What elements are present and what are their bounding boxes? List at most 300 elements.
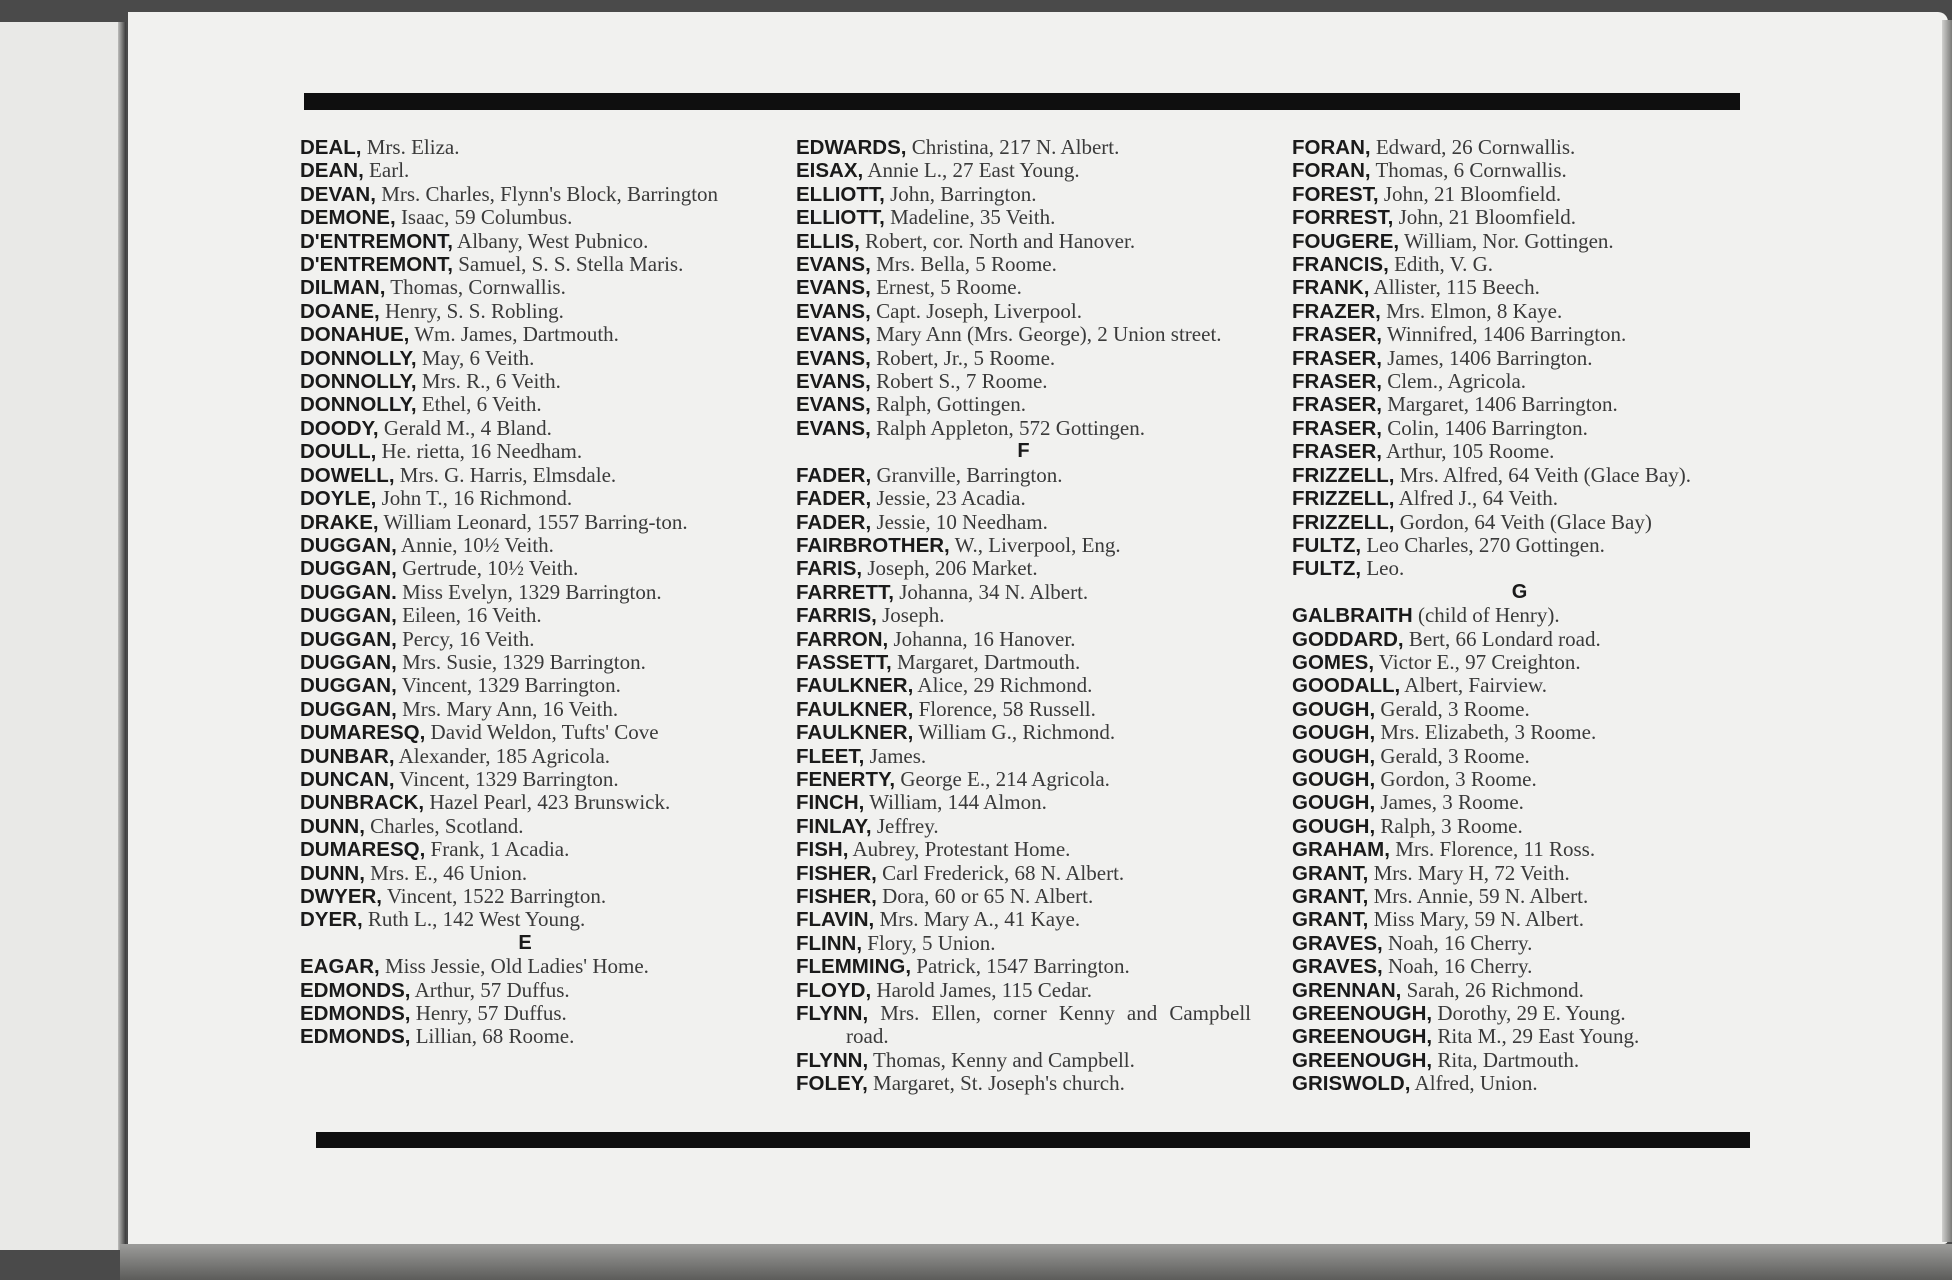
entry-surname: DUGGAN,: [300, 650, 397, 674]
entry-detail: Gerald, 3 Roome.: [1380, 743, 1530, 768]
directory-entry: [1292, 1072, 1747, 1095]
entry-surname: DOULL,: [300, 440, 377, 464]
bottom-rule: [316, 1132, 1750, 1148]
entry-detail: Jeffrey.: [876, 813, 939, 838]
directory-entry: [796, 932, 1251, 955]
entry-detail: Gerald, 3 Roome.: [1380, 696, 1530, 721]
entry-surname: DWYER,: [300, 885, 382, 908]
directory-entry: [796, 534, 1251, 557]
entry-detail: Victor E., 97 Creighton.: [1378, 649, 1581, 674]
entry-detail: Mrs. R., 6 Veith.: [421, 369, 561, 394]
directory-entry: [300, 253, 750, 276]
entry-detail: Noah, 16 Cherry.: [1388, 930, 1533, 955]
directory-entry: [796, 862, 1251, 885]
entry-surname: EVANS,: [796, 416, 871, 440]
entry-detail: Charles, Scotland.: [370, 813, 524, 838]
entry-detail: Miss Jessie, Old Ladies' Home.: [384, 954, 649, 979]
directory-entry: [1292, 464, 1747, 487]
directory-entry: [1292, 908, 1747, 931]
entry-surname: FRASER,: [1292, 393, 1382, 417]
entry-detail: Wm. James, Dartmouth.: [414, 322, 619, 347]
entry-surname: FRASER,: [1292, 440, 1382, 464]
entry-surname: D'ENTREMONT,: [300, 253, 453, 277]
entry-surname: FASSETT,: [796, 650, 892, 674]
directory-entry: [796, 908, 1251, 931]
entry-surname: GOUGH,: [1292, 721, 1376, 745]
entry-detail: Earl.: [369, 158, 410, 183]
directory-entry: [796, 628, 1251, 651]
entry-surname: FRAZER,: [1292, 299, 1381, 323]
directory-entry: [1292, 440, 1747, 463]
directory-entry: [796, 1002, 1251, 1049]
entry-detail: Mrs. Mary A., 41 Kaye.: [879, 907, 1081, 932]
entry-surname: DUGGAN,: [300, 627, 397, 651]
entry-surname: EVANS,: [796, 346, 871, 370]
entry-detail: Aubrey, Protestant Home.: [852, 837, 1071, 862]
directory-entry: [796, 604, 1251, 627]
entry-detail: Arthur, 57 Duffus.: [414, 977, 570, 1002]
entry-surname: DUNBAR,: [300, 744, 395, 768]
directory-entry: [1292, 1049, 1747, 1072]
entry-detail: Alfred J., 64 Veith.: [1398, 486, 1559, 511]
directory-entry: [796, 183, 1251, 206]
entry-detail: William G., Richmond.: [918, 720, 1116, 745]
facing-page: [0, 22, 126, 1250]
entry-surname: GRANT,: [1292, 885, 1369, 908]
directory-entry: [796, 721, 1251, 744]
entry-detail: Leo.: [1366, 556, 1405, 581]
entry-surname: FISH,: [796, 838, 849, 862]
entry-surname: FARIS,: [796, 557, 863, 581]
entry-surname: GOMES,: [1292, 650, 1375, 674]
entry-detail: Mrs. Elizabeth, 3 Roome.: [1380, 720, 1597, 745]
directory-entry: [300, 791, 750, 814]
directory-entry: [796, 347, 1251, 370]
entry-surname: DEAN,: [300, 159, 364, 183]
directory-entry: [796, 955, 1251, 978]
directory-entry: [1292, 791, 1747, 814]
directory-entry: [300, 393, 750, 416]
entry-detail: Margaret, 1406 Barrington.: [1387, 392, 1618, 417]
directory-entry: [796, 768, 1251, 791]
directory-entry: [1292, 206, 1747, 229]
entry-surname: GOUGH,: [1292, 697, 1376, 721]
entry-surname: FRANCIS,: [1292, 253, 1389, 277]
entry-surname: FOLEY,: [796, 1072, 868, 1096]
entry-detail: Ralph, Gottingen.: [876, 392, 1026, 417]
entry-detail: Thomas, 6 Cornwallis.: [1375, 158, 1567, 183]
entry-surname: FLYNN,: [796, 1002, 869, 1026]
entry-surname: GODDARD,: [1292, 627, 1404, 651]
entry-surname: ELLIOTT,: [796, 206, 885, 230]
entry-surname: EVANS,: [796, 276, 871, 300]
directory-entry: [1292, 604, 1747, 627]
directory-entry: [796, 511, 1251, 534]
entry-detail: Mrs. Mary Ann, 16 Veith.: [402, 696, 619, 721]
entry-detail: Miss Evelyn, 1329 Barrington.: [402, 579, 662, 604]
entry-surname: GOUGH,: [1292, 814, 1376, 838]
entry-surname: FARRON,: [796, 627, 889, 651]
directory-entry: [300, 908, 750, 931]
directory-entry: [1292, 674, 1747, 697]
entry-surname: GREENOUGH,: [1292, 1048, 1433, 1072]
entry-detail: Mrs. Florence, 11 Ross.: [1395, 837, 1596, 862]
directory-entry: [300, 955, 750, 978]
directory-entry: [300, 417, 750, 440]
entry-surname: FRASER,: [1292, 370, 1382, 394]
entry-surname: GREENOUGH,: [1292, 1025, 1433, 1049]
entry-surname: FAULKNER,: [796, 697, 914, 721]
page-edge: [1942, 20, 1952, 1242]
entry-detail: Bert, 66 Londard road.: [1408, 626, 1601, 651]
directory-entry: [300, 534, 750, 557]
directory-entry: [1292, 534, 1747, 557]
directory-entry: [796, 815, 1251, 838]
entry-surname: DEMONE,: [300, 206, 396, 230]
letter-heading: F: [1017, 440, 1030, 463]
entry-detail: Alfred, Union.: [1414, 1071, 1538, 1096]
entry-surname: FADER,: [796, 487, 872, 511]
directory-entry: [796, 979, 1251, 1002]
entry-detail: Ernest, 5 Roome.: [876, 275, 1022, 300]
directory-entry: [1292, 347, 1747, 370]
directory-entry: [300, 604, 750, 627]
entry-detail: George E., 214 Agricola.: [900, 766, 1110, 791]
entry-surname: EDMONDS,: [300, 978, 411, 1002]
entry-surname: FRASER,: [1292, 323, 1382, 347]
directory-entry: [300, 276, 750, 299]
entry-surname: GRAHAM,: [1292, 838, 1390, 862]
entry-surname: EDWARDS,: [796, 136, 907, 159]
entry-detail: Thomas, Cornwallis.: [390, 275, 566, 300]
entry-detail: Leo Charles, 270 Gottingen.: [1366, 532, 1605, 557]
entry-detail: Vincent, 1522 Barrington.: [386, 884, 607, 908]
entry-surname: EVANS,: [796, 323, 871, 347]
entry-detail: Frank, 1 Acadia.: [430, 837, 570, 862]
entry-surname: FLEET,: [796, 744, 865, 768]
directory-entry: [300, 300, 750, 323]
entry-detail: Flory, 5 Union.: [867, 930, 996, 955]
entry-detail: Mrs. E., 46 Union.: [370, 860, 528, 885]
directory-entry: [796, 487, 1251, 510]
directory-entry: [300, 370, 750, 393]
directory-entry: [300, 557, 750, 580]
directory-entry: [1292, 885, 1747, 908]
directory-entry: [796, 838, 1251, 861]
entry-surname: GRISWOLD,: [1292, 1072, 1411, 1096]
directory-column-2: [796, 136, 1251, 1096]
entry-surname: FRIZZELL,: [1292, 487, 1395, 511]
directory-entry: [300, 885, 750, 908]
directory-entry: [796, 417, 1251, 440]
directory-entry: [300, 487, 750, 510]
entry-detail: Mrs. Elmon, 8 Kaye.: [1386, 298, 1563, 323]
entry-detail: John, 21 Bloomfield.: [1398, 205, 1576, 230]
entry-surname: GRANT,: [1292, 861, 1369, 885]
directory-entry: [300, 183, 750, 206]
entry-detail: James, 3 Roome.: [1380, 790, 1524, 815]
entry-detail: Noah, 16 Cherry.: [1388, 954, 1533, 979]
directory-entry: [300, 674, 750, 697]
entry-surname: EVANS,: [796, 253, 871, 277]
entry-surname: FINLAY,: [796, 814, 872, 838]
entry-surname: DOWELL,: [300, 463, 395, 487]
entry-detail: Mrs. Susie, 1329 Barrington.: [402, 649, 646, 674]
top-rule: [304, 93, 1740, 110]
entry-surname: DUNBRACK,: [300, 791, 425, 815]
entry-surname: FORAN,: [1292, 136, 1371, 159]
entry-detail: Ralph Appleton, 572 Gottingen.: [876, 415, 1145, 440]
entry-surname: DOANE,: [300, 299, 380, 323]
entry-detail: Lillian, 68 Roome.: [415, 1024, 575, 1049]
entry-surname: FRASER,: [1292, 346, 1382, 370]
directory-entry: [300, 862, 750, 885]
entry-surname: DUMARESQ,: [300, 721, 426, 745]
entry-detail: Eileen, 16 Veith.: [402, 603, 542, 628]
book-gutter: [118, 22, 126, 1250]
directory-entry: [1292, 955, 1747, 978]
directory-entry: [1292, 721, 1747, 744]
entry-surname: DUMARESQ,: [300, 838, 426, 862]
entry-detail: Albany, West Pubnico.: [457, 228, 649, 253]
directory-entry: [300, 159, 750, 182]
directory-entry: [1292, 183, 1747, 206]
entry-detail: Henry, S. S. Robling.: [384, 298, 564, 323]
entry-detail: Isaac, 59 Columbus.: [400, 205, 573, 230]
entry-detail: Robert, Jr., 5 Roome.: [876, 345, 1056, 370]
entry-detail: Dorothy, 29 E. Young.: [1437, 1001, 1626, 1026]
entry-detail: Harold James, 115 Cedar.: [876, 977, 1093, 1002]
entry-surname: FRASER,: [1292, 416, 1382, 440]
directory-entry: [1292, 230, 1747, 253]
directory-entry: [796, 393, 1251, 416]
entry-detail: William, Nor. Gottingen.: [1403, 228, 1614, 253]
entry-detail: Sarah, 26 Richmond.: [1406, 977, 1584, 1002]
directory-entry: [1292, 651, 1747, 674]
directory-entry: [1292, 276, 1747, 299]
entry-detail: Patrick, 1547 Barrington.: [916, 954, 1130, 979]
directory-entry: [1292, 838, 1747, 861]
directory-entry: [1292, 768, 1747, 791]
entry-surname: FAULKNER,: [796, 674, 914, 698]
entry-detail: Florence, 58 Russell.: [918, 696, 1096, 721]
directory-entry: [796, 791, 1251, 814]
entry-surname: GOUGH,: [1292, 767, 1376, 791]
directory-entry: [796, 230, 1251, 253]
entry-detail: May, 6 Veith.: [421, 345, 535, 370]
entry-detail: John T., 16 Richmond.: [381, 486, 573, 511]
entry-surname: ELLIS,: [796, 229, 860, 253]
entry-surname: DUGGAN,: [300, 604, 397, 628]
entry-detail: Arthur, 105 Roome.: [1386, 439, 1555, 464]
entry-detail: William Leonard, 1557 Barring-ton.: [383, 509, 688, 534]
entry-detail: Rita M., 29 East Young.: [1437, 1024, 1640, 1049]
directory-entry: [796, 674, 1251, 697]
entry-surname: GOUGH,: [1292, 791, 1376, 815]
entry-detail: Annie, 10½ Veith.: [400, 532, 554, 557]
entry-surname: FLINN,: [796, 931, 863, 955]
entry-detail: (child of Henry).: [1417, 603, 1560, 628]
entry-surname: EAGAR,: [300, 955, 380, 979]
entry-detail: Alexander, 185 Agricola.: [398, 743, 611, 768]
entry-surname: DONNOLLY,: [300, 393, 417, 417]
entry-detail: Clem., Agricola.: [1387, 369, 1527, 394]
entry-detail: Gerald M., 4 Bland.: [383, 415, 552, 440]
entry-detail: Miss Mary, 59 N. Albert.: [1373, 907, 1584, 932]
entry-detail: Thomas, Kenny and Campbell.: [873, 1047, 1135, 1072]
entry-surname: DUGGAN,: [300, 697, 397, 721]
directory-entry: [1292, 370, 1747, 393]
entry-surname: DUNN,: [300, 814, 365, 838]
entry-surname: GRANT,: [1292, 908, 1369, 932]
entry-detail: Jessie, 23 Acadia.: [876, 486, 1026, 511]
entry-surname: FRIZZELL,: [1292, 463, 1395, 487]
entry-surname: FRIZZELL,: [1292, 510, 1395, 534]
directory-entry: [796, 464, 1251, 487]
entry-surname: FISHER,: [796, 861, 877, 885]
entry-surname: FADER,: [796, 463, 872, 487]
entry-detail: Allister, 115 Beech.: [1373, 275, 1540, 300]
entry-surname: FAIRBROTHER,: [796, 533, 950, 557]
entry-detail: Alice, 29 Richmond.: [917, 673, 1093, 698]
entry-detail: Granville, Barrington.: [876, 462, 1063, 487]
entry-surname: DYER,: [300, 908, 363, 932]
entry-surname: D'ENTREMONT,: [300, 229, 453, 253]
directory-entry: [1292, 979, 1747, 1002]
directory-entry: [1292, 300, 1747, 323]
entry-detail: Mrs. Mary H, 72 Veith.: [1373, 860, 1570, 885]
entry-surname: DUGGAN.: [300, 580, 397, 604]
entry-surname: DUGGAN,: [300, 674, 397, 698]
entry-detail: Ruth L., 142 West Young.: [367, 907, 586, 932]
directory-entry: [1292, 487, 1747, 510]
directory-entry: [1292, 511, 1747, 534]
entry-surname: ELLIOTT,: [796, 182, 885, 206]
entry-detail: Vincent, 1329 Barrington.: [399, 766, 619, 791]
directory-entry: [300, 979, 750, 1002]
letter-heading: E: [518, 931, 532, 954]
directory-entry: [1292, 698, 1747, 721]
entry-detail: Annie L., 27 East Young.: [867, 158, 1080, 183]
directory-entry: [796, 557, 1251, 580]
entry-detail: Colin, 1406 Barrington.: [1387, 415, 1588, 440]
directory-entry: [796, 745, 1251, 768]
entry-detail: William, 144 Almon.: [869, 790, 1047, 815]
directory-entry: [796, 581, 1251, 604]
entry-detail: Joseph.: [882, 603, 945, 628]
directory-entry: [796, 651, 1251, 674]
entry-surname: DRAKE,: [300, 510, 379, 534]
entry-surname: EDMONDS,: [300, 1025, 411, 1049]
entry-detail: Dora, 60 or 65 N. Albert.: [882, 884, 1094, 908]
entry-detail: Mrs. Ellen, corner Kenny and Campbell road.: [846, 1001, 1251, 1049]
directory-entry: [796, 253, 1251, 276]
entry-surname: DILMAN,: [300, 276, 386, 300]
entry-detail: Samuel, S. S. Stella Maris.: [458, 252, 684, 277]
entry-detail: Mrs. Eliza.: [366, 135, 460, 159]
directory-entry: [1292, 1002, 1747, 1025]
entry-surname: FARRETT,: [796, 580, 894, 604]
entry-detail: W., Liverpool, Eng.: [954, 532, 1121, 557]
directory-entry: [796, 370, 1251, 393]
directory-entry: [796, 885, 1251, 908]
entry-surname: GREENOUGH,: [1292, 1002, 1433, 1026]
directory-entry: [1292, 932, 1747, 955]
directory-entry: [300, 136, 750, 159]
directory-entry: [300, 464, 750, 487]
entry-detail: Hazel Pearl, 423 Brunswick.: [429, 790, 671, 815]
entry-detail: Gordon, 64 Veith (Glace Bay): [1399, 509, 1652, 534]
entry-detail: James, 1406 Barrington.: [1387, 345, 1593, 370]
entry-surname: GOUGH,: [1292, 744, 1376, 768]
page-bottom-edge: [120, 1244, 1952, 1280]
entry-surname: FENERTY,: [796, 767, 896, 791]
entry-surname: FLAVIN,: [796, 908, 875, 932]
entry-surname: FULTZ,: [1292, 533, 1362, 557]
directory-entry: [796, 323, 1251, 346]
entry-detail: Joseph, 206 Market.: [867, 556, 1038, 581]
directory-entry: [796, 136, 1251, 159]
entry-surname: EISAX,: [796, 159, 864, 183]
entry-surname: DONAHUE,: [300, 323, 410, 347]
directory-entry: [1292, 136, 1747, 159]
directory-entry: [300, 698, 750, 721]
entry-detail: Mrs. Charles, Flynn's Block, Barrington: [381, 181, 719, 206]
entry-surname: GRAVES,: [1292, 955, 1383, 979]
entry-surname: FLEMMING,: [796, 955, 912, 979]
entry-surname: DUGGAN,: [300, 533, 397, 557]
entry-surname: FADER,: [796, 510, 872, 534]
directory-entry: [300, 323, 750, 346]
directory-entry: [300, 628, 750, 651]
entry-surname: FORREST,: [1292, 206, 1394, 230]
directory-entry: [300, 206, 750, 229]
entry-surname: DONNOLLY,: [300, 370, 417, 394]
entry-detail: Robert S., 7 Roome.: [876, 369, 1048, 394]
directory-entry: [300, 1002, 750, 1025]
entry-surname: EDMONDS,: [300, 1002, 411, 1026]
entry-detail: Gordon, 3 Roome.: [1380, 766, 1537, 791]
directory-entry: [1292, 393, 1747, 416]
entry-detail: Christina, 217 N. Albert.: [911, 135, 1120, 159]
entry-surname: GRENNAN,: [1292, 978, 1402, 1002]
directory-entry: [300, 230, 750, 253]
entry-surname: EVANS,: [796, 370, 871, 394]
entry-surname: GALBRAITH: [1292, 604, 1413, 628]
directory-entry: [796, 159, 1251, 182]
entry-detail: Margaret, St. Joseph's church.: [873, 1071, 1125, 1096]
directory-entry: [796, 276, 1251, 299]
entry-surname: DONNOLLY,: [300, 346, 417, 370]
entry-surname: FISHER,: [796, 885, 877, 908]
entry-detail: John, 21 Bloomfield.: [1383, 181, 1562, 206]
directory-entry: [300, 1025, 750, 1048]
entry-detail: Ralph, 3 Roome.: [1380, 813, 1523, 838]
entry-surname: EVANS,: [796, 299, 871, 323]
directory-entry: [300, 347, 750, 370]
entry-surname: DUNN,: [300, 861, 365, 885]
entry-surname: DOODY,: [300, 416, 379, 440]
directory-entry: [300, 721, 750, 744]
entry-surname: FAULKNER,: [796, 721, 914, 745]
directory-entry: [796, 698, 1251, 721]
directory-entry: [796, 206, 1251, 229]
entry-detail: Johanna, 34 N. Albert.: [899, 579, 1089, 604]
directory-entry: [300, 511, 750, 534]
entry-surname: FORAN,: [1292, 159, 1371, 183]
entry-surname: FLOYD,: [796, 978, 872, 1002]
entry-detail: He. rietta, 16 Needham.: [381, 439, 583, 464]
